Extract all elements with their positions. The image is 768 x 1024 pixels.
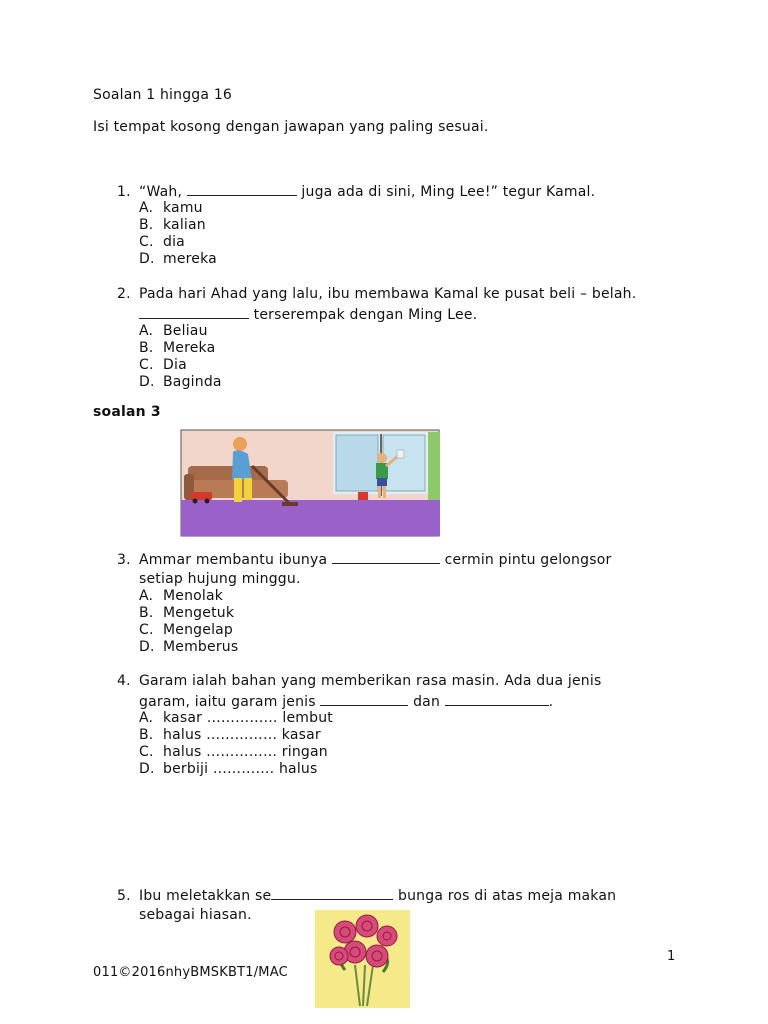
page-number: 1 — [667, 949, 676, 964]
option-b[interactable]: B. kalian — [139, 217, 206, 233]
question-1 — [117, 182, 677, 268]
question-number: 1. — [117, 184, 131, 200]
question-stem: Pada hari Ahad yang lalu, ibu membawa Kamal ke pusat beli – belah. — [139, 286, 637, 302]
option-a[interactable]: A. kamu — [139, 200, 203, 216]
section-title: Soalan 1 hingga 16 — [93, 87, 233, 103]
option-c[interactable]: C. Dia — [139, 357, 187, 373]
question-stem: Ammar membantu ibunya — [139, 552, 332, 568]
option-c[interactable]: C. Mengelap — [139, 622, 234, 638]
option-a[interactable]: A. Beliau — [139, 323, 208, 339]
answer-blank[interactable] — [187, 182, 297, 196]
question-stem: cermin pintu gelongsor — [439, 552, 612, 568]
question-4 — [117, 672, 677, 778]
question-stem: bunga ros di atas meja makan — [393, 888, 617, 904]
option-d[interactable]: D. mereka — [139, 251, 217, 267]
option-b[interactable]: B. Mengetuk — [139, 605, 235, 621]
answer-blank[interactable] — [139, 305, 249, 319]
option-b[interactable]: B. Mereka — [139, 340, 216, 356]
question-stem: garam, iaitu garam jenis — [139, 694, 321, 710]
question-stem: dan — [408, 694, 445, 710]
option-c[interactable]: C. halus …………… ringan — [139, 744, 328, 760]
question-stem: Ibu meletakkan se — [139, 888, 272, 904]
answer-blank-1[interactable] — [320, 692, 408, 706]
option-c[interactable]: C. dia — [139, 234, 185, 250]
question-2 — [117, 285, 677, 391]
question-3 — [117, 550, 677, 656]
question-stem: “Wah, — [139, 184, 187, 200]
question-stem: sebagai hiasan. — [139, 907, 252, 923]
option-a[interactable]: A. Menolak — [139, 588, 224, 604]
question-number: 3. — [117, 552, 131, 568]
option-b[interactable]: B. halus …………… kasar — [139, 727, 321, 743]
section-label: soalan 3 — [93, 404, 161, 420]
question-number: 4. — [117, 673, 131, 689]
instruction-text: Isi tempat kosong dengan jawapan yang paling sesuai. — [93, 119, 489, 135]
question-number: 2. — [117, 286, 131, 302]
option-a[interactable]: A. kasar …………… lembut — [139, 710, 333, 726]
answer-blank[interactable] — [332, 550, 440, 564]
option-d[interactable]: D. Memberus — [139, 639, 239, 655]
answer-blank-2[interactable] — [445, 692, 549, 706]
q3-illustration — [178, 428, 444, 539]
question-stem: . — [548, 694, 554, 710]
q5-rose-illustration — [315, 910, 410, 1008]
question-stem: terserempak dengan Ming Lee. — [249, 307, 478, 323]
option-d[interactable]: D. Baginda — [139, 374, 222, 390]
option-d[interactable]: D. berbiji …………. halus — [139, 761, 318, 777]
footer-code: 011©2016nhyBMSKBT1/MAC — [93, 965, 288, 980]
question-stem: setiap hujung minggu. — [139, 571, 301, 587]
answer-blank[interactable] — [271, 886, 393, 900]
question-stem: juga ada di sini, Ming Lee!” tegur Kamal. — [296, 184, 596, 200]
question-stem: Garam ialah bahan yang memberikan rasa masin. Ada dua jenis — [139, 673, 602, 689]
question-number: 5. — [117, 888, 131, 904]
